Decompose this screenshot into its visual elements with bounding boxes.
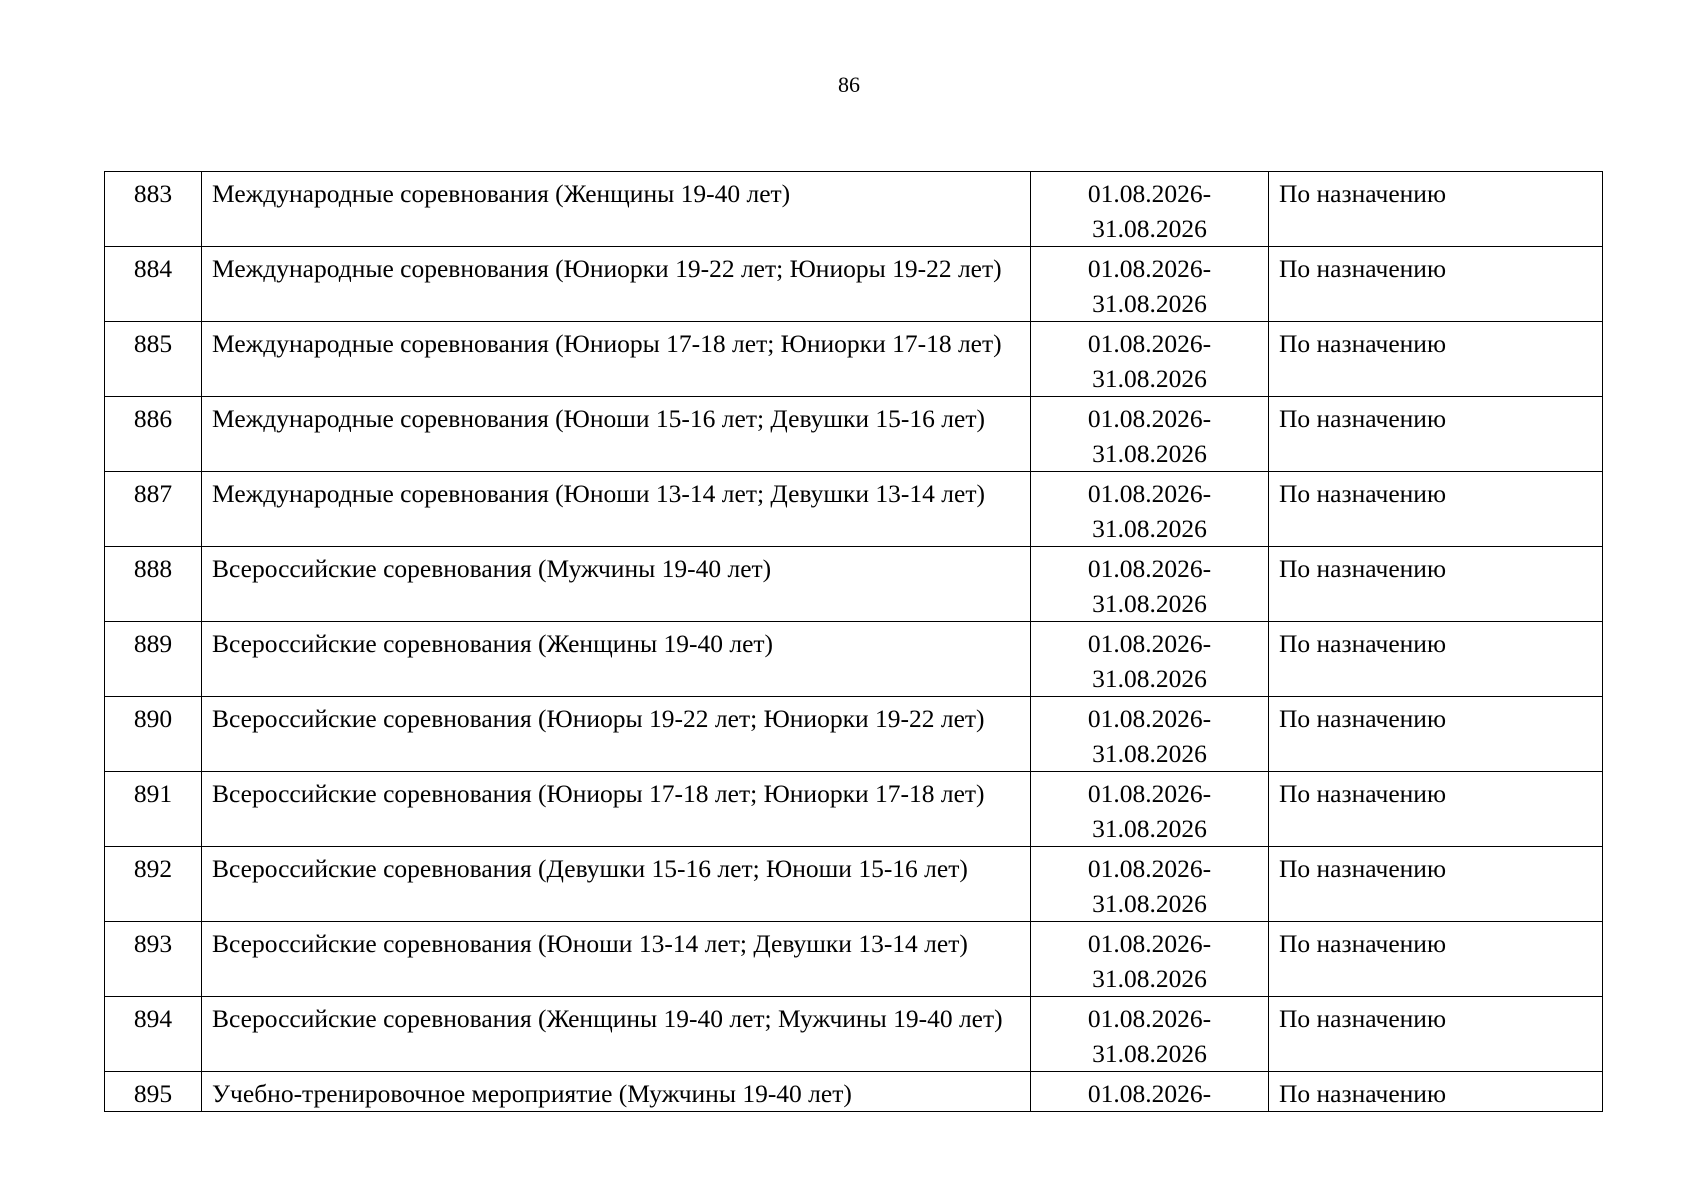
event-period: [1031, 472, 1269, 547]
event-note: По назначению: [1269, 772, 1603, 847]
period-start: 01.08.2026-: [1087, 1079, 1212, 1108]
event-period: [1031, 172, 1269, 247]
row-number: 888: [105, 547, 202, 622]
row-number: 891: [105, 772, 202, 847]
table-row: [105, 997, 1603, 1072]
period-end: 31.08.2026: [1092, 889, 1207, 918]
row-number: 884: [105, 247, 202, 322]
event-note: По назначению: [1269, 622, 1603, 697]
event-name: Всероссийские соревнования (Юниоры 17-18 лет; Юниорки 17-18 лет): [202, 772, 1031, 847]
table-row: [105, 547, 1603, 622]
event-period: [1031, 922, 1269, 997]
period-end: 31.08.2026: [1092, 514, 1207, 543]
row-number: 894: [105, 997, 202, 1072]
event-name: Всероссийские соревнования (Женщины 19-40 лет): [202, 622, 1031, 697]
event-name: Всероссийские соревнования (Девушки 15-16 лет; Юноши 15-16 лет): [202, 847, 1031, 922]
table-row: [105, 397, 1603, 472]
event-name: Международные соревнования (Юноши 13-14 лет; Девушки 13-14 лет): [202, 472, 1031, 547]
row-number: 892: [105, 847, 202, 922]
event-name: Международные соревнования (Юниорки 19-22 лет; Юниоры 19-22 лет): [202, 247, 1031, 322]
event-name: Всероссийские соревнования (Женщины 19-40 лет; Мужчины 19-40 лет): [202, 997, 1031, 1072]
period-end: 31.08.2026: [1092, 964, 1207, 993]
table-row: [105, 322, 1603, 397]
row-number: 893: [105, 922, 202, 997]
row-number: 885: [105, 322, 202, 397]
event-note: По назначению: [1269, 397, 1603, 472]
events-table-body: [105, 172, 1603, 1112]
period-end: 31.08.2026: [1092, 814, 1207, 843]
event-note: По назначению: [1269, 697, 1603, 772]
event-name: Международные соревнования (Юниоры 17-18 лет; Юниорки 17-18 лет): [202, 322, 1031, 397]
event-period: [1031, 622, 1269, 697]
row-number: 883: [105, 172, 202, 247]
period-start: 01.08.2026-: [1087, 479, 1212, 508]
table-row: [105, 1072, 1603, 1112]
event-note: По назначению: [1269, 322, 1603, 397]
event-name: Всероссийские соревнования (Мужчины 19-40 лет): [202, 547, 1031, 622]
event-name: Международные соревнования (Юноши 15-16 лет; Девушки 15-16 лет): [202, 397, 1031, 472]
period-end: 31.08.2026: [1092, 439, 1207, 468]
period-start: 01.08.2026-: [1087, 779, 1212, 808]
event-period: [1031, 547, 1269, 622]
period-start: 01.08.2026-: [1087, 179, 1212, 208]
event-period: [1031, 847, 1269, 922]
period-start: 01.08.2026-: [1087, 629, 1212, 658]
event-note: По назначению: [1269, 922, 1603, 997]
events-table: [104, 171, 1603, 1112]
period-end: 31.08.2026: [1092, 589, 1207, 618]
period-end: 31.08.2026: [1092, 289, 1207, 318]
event-name: Международные соревнования (Женщины 19-40 лет): [202, 172, 1031, 247]
row-number: 895: [105, 1072, 202, 1112]
event-name: Всероссийские соревнования (Юноши 13-14 лет; Девушки 13-14 лет): [202, 922, 1031, 997]
period-end: 31.08.2026: [1092, 214, 1207, 243]
period-end: 31.08.2026: [1092, 739, 1207, 768]
event-note: По назначению: [1269, 847, 1603, 922]
table-row: [105, 772, 1603, 847]
event-name: Всероссийские соревнования (Юниоры 19-22 лет; Юниорки 19-22 лет): [202, 697, 1031, 772]
period-start: 01.08.2026-: [1087, 554, 1212, 583]
event-note: По назначению: [1269, 1072, 1603, 1112]
row-number: 887: [105, 472, 202, 547]
event-name: Учебно-тренировочное мероприятие (Мужчины 19-40 лет): [202, 1072, 1031, 1112]
table-row: [105, 472, 1603, 547]
event-period: [1031, 1072, 1269, 1112]
table-row: [105, 922, 1603, 997]
event-note: По назначению: [1269, 247, 1603, 322]
row-number: 890: [105, 697, 202, 772]
event-note: По назначению: [1269, 472, 1603, 547]
event-period: [1031, 397, 1269, 472]
event-note: По назначению: [1269, 997, 1603, 1072]
event-period: [1031, 697, 1269, 772]
event-period: [1031, 322, 1269, 397]
period-start: 01.08.2026-: [1087, 404, 1212, 433]
event-period: [1031, 247, 1269, 322]
row-number: 889: [105, 622, 202, 697]
period-end: 31.08.2026: [1092, 664, 1207, 693]
event-note: По назначению: [1269, 547, 1603, 622]
table-row: [105, 847, 1603, 922]
period-end: 31.08.2026: [1092, 1039, 1207, 1068]
period-start: 01.08.2026-: [1087, 704, 1212, 733]
period-start: 01.08.2026-: [1087, 329, 1212, 358]
period-start: 01.08.2026-: [1087, 254, 1212, 283]
table-row: [105, 247, 1603, 322]
event-note: По назначению: [1269, 172, 1603, 247]
event-period: [1031, 997, 1269, 1072]
row-number: 886: [105, 397, 202, 472]
table-row: [105, 697, 1603, 772]
period-start: 01.08.2026-: [1087, 854, 1212, 883]
table-row: [105, 172, 1603, 247]
table-row: [105, 622, 1603, 697]
period-start: 01.08.2026-: [1087, 929, 1212, 958]
period-start: 01.08.2026-: [1087, 1004, 1212, 1033]
event-period: [1031, 772, 1269, 847]
page-number: 86: [838, 72, 860, 97]
period-end: 31.08.2026: [1092, 364, 1207, 393]
